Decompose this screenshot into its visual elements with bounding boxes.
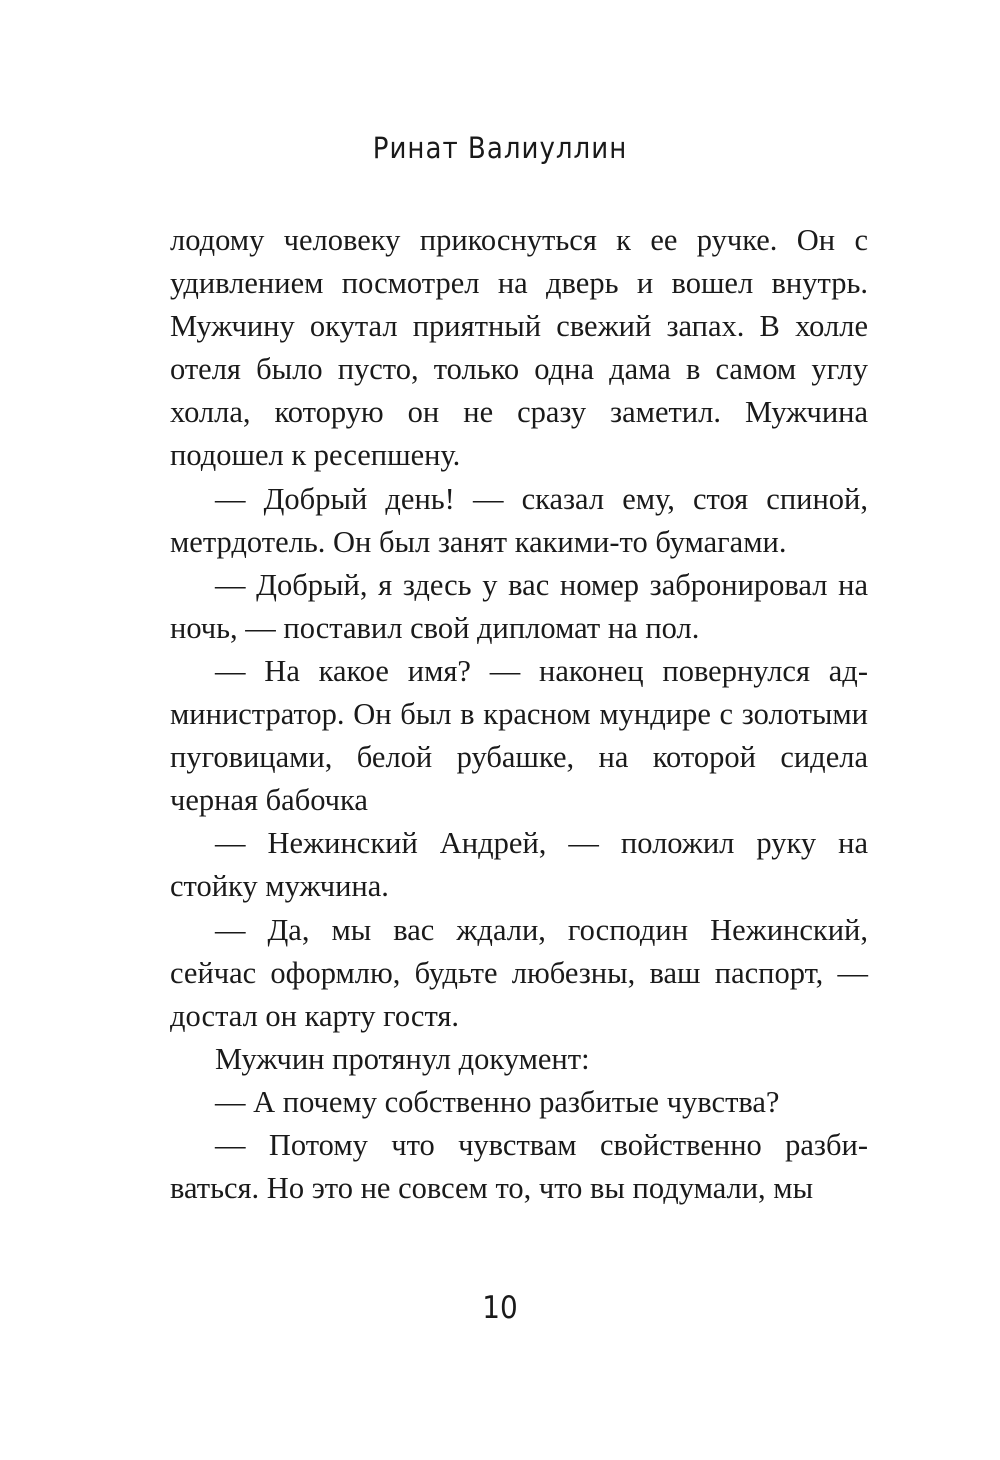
- paragraph: — Да, мы вас ждали, господин Нежинский, сейчас оформлю, будьте любезны, ваш паспорт, — достал он карту гостя.: [170, 912, 868, 1033]
- paragraph: лодому человеку прикоснуться к ее ручке. Он с удивлением посмотрел на дверь и вошел внутрь. Мужчину окутал приятный свежий запах. В холле отеля было пусто, только одна дама в самом углу холла, которую он не сразу заметил. Мужчина подошел к ресепшену.: [170, 223, 868, 473]
- page-number: 10: [482, 1290, 518, 1326]
- page-body-text: [170, 219, 868, 1210]
- paragraph: — Добрый, я здесь у вас номер забронировал на ночь, — поставил свой дипломат на пол.: [170, 567, 868, 645]
- paragraph: — Потому что чувствам свойственно разбиваться. Но это не совсем то, что вы подумали, мы: [170, 1127, 868, 1206]
- paragraph: Мужчин протянул документ:: [215, 1041, 590, 1076]
- paragraph: — Добрый день! — сказал ему, стоя спиной, метрдотель. Он был занят какими-то бумагами.: [170, 481, 868, 559]
- paragraph: — На какое имя? — наконец повернулся администратор. Он был в красном мундире с золотыми пуговицами, белой рубашке, на которой сидела черная бабочка: [170, 653, 868, 818]
- running-header-author: Ринат Валиуллин: [372, 131, 628, 165]
- paragraph: — Нежинский Андрей, — положил руку на стойку мужчина.: [170, 826, 868, 904]
- paragraph: — А почему собственно разбитые чувства?: [215, 1084, 780, 1119]
